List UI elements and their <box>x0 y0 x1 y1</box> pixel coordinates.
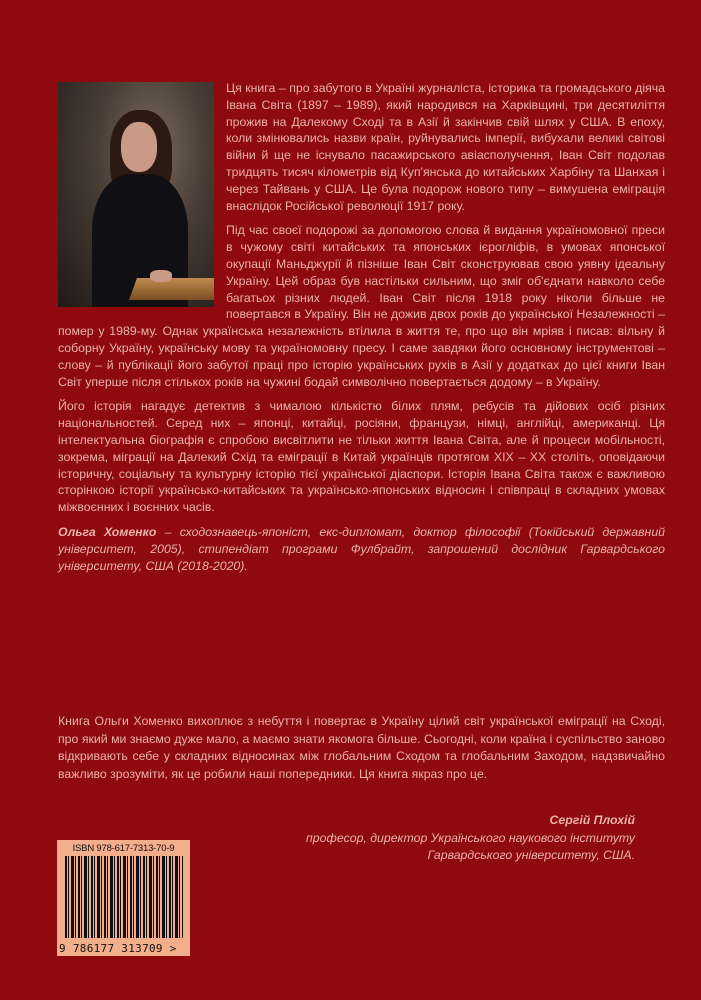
signature-title-2: Гарвардського університету, США. <box>427 848 635 862</box>
description-paragraph-1: Ця книга – про забутого в Україні журналіста, історика та громадського діяча Івана Світа (1897 – 1989), який народився на Харківщині, три десятиліття прожив на Далекому Сході та в Азії й закінчив свій шлях у США. В епоху, коли змінювались назви країн, руйнувались імперії, вибухали великі світові війни й ще не існувало пасажирського авіасполучення, Іван Світ подолав тридцять тисяч кілометрів від Куп'янська до китайських Харбіну та Шанхая і через Тайвань у США. Це була подорож нового типу – вимушена еміграція внаслідок Російської революції 1917 року. <box>226 81 665 213</box>
author-bio-text: – сходознавець-японіст, екс-дипломат, доктор філософії (Токійський державний університет, 2005), стипендіат програми Фулбрайт, запрошений дослідник Гарвардського університету, США (2018-2020). <box>58 524 665 573</box>
barcode-bars <box>65 856 183 938</box>
barcode-digits: 9 786177 313709 > <box>59 942 177 955</box>
blurb-text: Книга Ольги Хоменко вихоплює з небуття і повертає в Україну цілий світ української еміграції на Сході, про який ми знаємо дуже мало, а маємо знати якомога більше. Сьогодні, коли країна і суспільство заново відкривають себе у складних відносинах між глобальним Сходом та глобальним Заходом, надзвичайно важливо зрозуміти, як це робили наші попередники. Ця книга якраз про це. <box>58 714 665 781</box>
signature-title-1: професор, директор Українського наукового інституту <box>306 830 635 845</box>
isbn-barcode <box>57 840 190 956</box>
isbn-label: ISBN 978-617-7313-70-9 <box>72 843 175 854</box>
signature-name: Сергій Плохій <box>549 813 635 827</box>
description-paragraph-3: Його історія нагадує детектив з чималою кількістю білих плям, ребусів та дійових осіб різних національностей. Серед них – японці, китайці, росіяни, французи, німці, англійці, американці. Ця інтелектуальна біографія є спробою висвітлити не тільки життя Івана Світа, але й процеси мобільності, зокрема, міграції на Далекий Схід та еміграції в Китай українців протягом XIX – XX століть, оповідаючи історичну, соціальну та культурну історію тієї української діаспори. Історія Івана Світа також є важливою сторінкою історії українсько-китайських та українсько-японських відносин і співпраці в складних умовах міжвоєнних і воєнних часів. <box>58 399 665 515</box>
blurb-signature <box>306 812 635 865</box>
author-bio <box>58 524 665 574</box>
author-photo <box>58 82 214 307</box>
description-paragraph-2: Під час своєї подорожі за допомогою слова й видання україномовної преси в чужому світі китайських та японських ієрогліфів, в умовах японської окупації Маньджурії й пізніше Іван Світ сконструював свою уявну ідеальну Україну. Цей образ був настільки сильним, що зміг об'єднати навколо себе багатьох різних людей. Іван Світ після 1918 року ніколи більше не повертався в Україну. Він не дожив двох років до української Незалежності – помер у 1989-му. Однак українська незалежність втілила в життя те, про що він мріяв і писав: вільну й соборну Україну, українську мову та україномовну пресу. І саме завдяки його основному інструментові – слову – й публікації його забутої праці про історію українських рухів в Азії у додатках до цієї книги Іван Світ уперше після стількох років на чужині бодай символічно повертається додому – в Україну. <box>58 223 665 389</box>
description-block <box>58 80 665 582</box>
author-name: Ольга Хоменко <box>58 524 157 539</box>
